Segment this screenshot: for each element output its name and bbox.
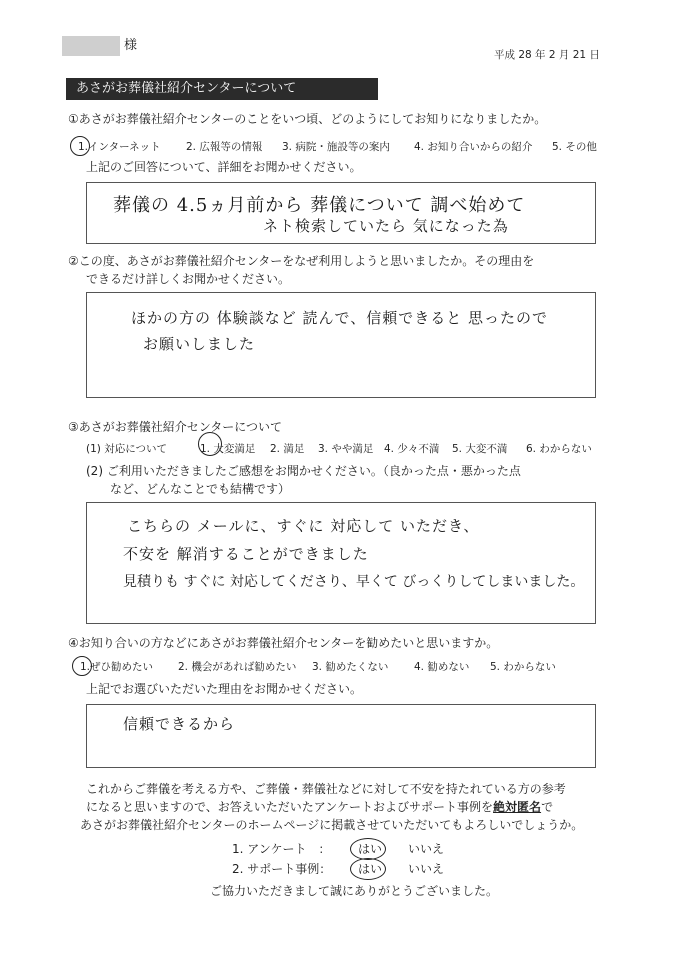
q3-option-3: 3. やや満足	[318, 443, 374, 455]
q3-answer-line-1: こちらの メールに、すぐに 対応して いただき、	[127, 517, 480, 535]
q1-option-3: 3. 病院・施設等の案内	[282, 141, 390, 153]
q3-answer-line-3: 見積りも すぐに 対応してくださり、早くて びっくりしてしまいました。	[123, 574, 585, 590]
q4-option-3: 3. 勧めたくない	[312, 661, 389, 673]
q4-question: ④お知り合いの方などにあさがお葬儀社紹介センターを勧めたいと思いますか。	[68, 636, 499, 650]
q3-option-5: 5. 大変不満	[452, 443, 508, 455]
q2-question-line-2: できるだけ詳しくお聞かせください。	[86, 272, 291, 286]
consent-line-2	[86, 800, 553, 815]
consent-yes-circle-1	[350, 838, 386, 860]
consent-line-3: あさがお葬儀社紹介センターのホームページに掲載させていただいてもよろしいでしょうか。	[80, 818, 584, 832]
consent-row-2-label: 2. サポート事例：	[232, 862, 332, 876]
q2-answer-box	[86, 292, 596, 398]
redacted-name	[62, 36, 120, 56]
page-title: あさがお葬儀社紹介センターについて	[66, 78, 378, 100]
q3-sub2-line-1: (2) ご利用いただきましたご感想をお聞かせください。（良かった点・悪かった点	[86, 464, 521, 478]
q3-answer-line-2: 不安を 解消することができました	[123, 545, 369, 563]
q1-option-1: 1.インターネット	[78, 141, 161, 153]
q3-answer-box	[86, 502, 596, 624]
consent-yes-circle-2	[350, 858, 386, 880]
q2-answer-line-1: ほかの方の 体験談など 読んで、信頼できると 思ったので	[131, 309, 549, 327]
consent-row-1-label: 1. アンケート ：	[232, 842, 331, 856]
q4-option-5: 5. わからない	[490, 661, 556, 673]
q4-answer-box	[86, 704, 596, 768]
q4-option-2: 2. 機会があれば勧めたい	[178, 661, 297, 673]
q1-answer-line-2: ネト検索していたら 気になった為	[263, 217, 509, 235]
thanks-message: ご協力いただきまして誠にありがとうございました。	[210, 884, 499, 898]
q4-followup: 上記でお選びいただいた理由をお聞かせください。	[86, 682, 363, 696]
q4-answer: 信頼できるから	[123, 715, 236, 733]
q3-option-2: 2. 満足	[270, 443, 305, 455]
consent-line-2-pre: になると思いますので、お答えいただいたアンケートおよびサポート事例を	[86, 800, 494, 814]
q3-option-6: 6. わからない	[526, 443, 592, 455]
q3-option-1: 1. 大変満足	[200, 443, 256, 455]
q3-sub2-line-2: など、どんなことでも結構です）	[110, 482, 291, 496]
q4-option-4: 4. 勧めない	[414, 661, 470, 673]
q1-option-2: 2. 広報等の情報	[186, 141, 263, 153]
consent-row-1-yes: はい	[358, 842, 383, 856]
q3-question: ③あさがお葬儀社紹介センターについて	[68, 420, 283, 434]
consent-row-2-no: いいえ	[408, 862, 445, 876]
consent-row-1-no: いいえ	[408, 842, 445, 856]
q1-answer-line-1: 葬儀の 4.5ヵ月前から 葬儀について 調べ始めて	[113, 195, 526, 216]
document-date: 平成 28 年 2 月 21 日	[494, 49, 600, 61]
consent-row-2-yes: はい	[358, 862, 383, 876]
q2-answer-line-2: お願いしました	[143, 335, 256, 353]
consent-line-2-post: で	[541, 800, 554, 814]
q1-answer-box	[86, 182, 596, 244]
sama-label: 様	[124, 38, 138, 53]
q3-option-4: 4. 少々不満	[384, 443, 440, 455]
q2-question-line-1: ②この度、あさがお葬儀社紹介センターをなぜ利用しようと思いましたか。その理由を	[68, 254, 535, 268]
q1-option-5: 5. その他	[552, 141, 597, 153]
q3-sub1-label: (1) 対応について	[86, 443, 168, 455]
q1-question: ①あさがお葬儀社紹介センターのことをいつ頃、どのようにしてお知りになりましたか。	[68, 112, 547, 126]
consent-line-2-anonymous: 絶対匿名	[493, 800, 542, 814]
consent-line-1: これからご葬儀を考える方や、ご葬儀・葬儀社などに対して不安を持たれている方の参考	[86, 782, 566, 796]
q4-option-1: 1.ぜひ勧めたい	[80, 661, 154, 673]
q1-followup: 上記のご回答について、詳細をお聞かせください。	[86, 160, 362, 174]
q1-option-4: 4. お知り合いからの紹介	[414, 141, 533, 153]
